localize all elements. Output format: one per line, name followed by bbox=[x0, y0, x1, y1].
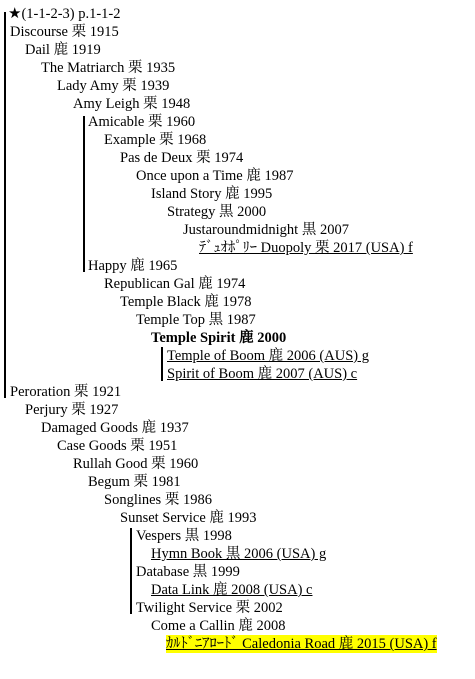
pedigree-entry: The Matriarch 栗 1935 bbox=[41, 60, 176, 76]
pedigree-entry: Temple Top 黒 1987 bbox=[136, 312, 256, 328]
pedigree-entry: Case Goods 栗 1951 bbox=[57, 438, 178, 454]
pedigree-entry: Twilight Service 栗 2002 bbox=[136, 600, 283, 616]
pedigree-entry: Come a Callin 鹿 2008 bbox=[151, 618, 286, 634]
pedigree-entry: Once upon a Time 鹿 1987 bbox=[136, 168, 294, 184]
pedigree-entry: Begum 栗 1981 bbox=[88, 474, 181, 490]
pedigree-entry-offspring: Data Link 鹿 2008 (USA) c bbox=[151, 582, 313, 598]
family-code: (1-1-2-3) p.1-1-2 bbox=[21, 6, 121, 22]
pedigree-entry: Justaroundmidnight 黒 2007 bbox=[183, 222, 349, 238]
bracket-line-main bbox=[4, 12, 6, 398]
pedigree-entry: Sunset Service 鹿 1993 bbox=[120, 510, 257, 526]
bracket-line-amy-leigh bbox=[83, 116, 85, 272]
pedigree-entry-offspring: Hymn Book 黒 2006 (USA) g bbox=[151, 546, 327, 562]
pedigree-entry-featured: Temple Spirit 鹿 2000 bbox=[151, 330, 287, 346]
pedigree-entry: Republican Gal 鹿 1974 bbox=[104, 276, 246, 292]
pedigree-entry-highlighted: ｶﾙﾄﾞﾆｱﾛｰﾄﾞ Caledonia Road 鹿 2015 (USA) f bbox=[166, 636, 437, 652]
pedigree-entry-offspring: Spirit of Boom 鹿 2007 (AUS) c bbox=[167, 366, 358, 382]
header-line bbox=[8, 5, 121, 23]
pedigree-entry: Songlines 栗 1986 bbox=[104, 492, 212, 508]
pedigree-entry: Database 黒 1999 bbox=[136, 564, 240, 580]
pedigree-entry-offspring: Temple of Boom 鹿 2006 (AUS) g bbox=[167, 348, 369, 364]
pedigree-entry: Peroration 栗 1921 bbox=[10, 384, 122, 400]
pedigree-entry: Discourse 栗 1915 bbox=[10, 24, 119, 40]
pedigree-entry: Strategy 黒 2000 bbox=[167, 204, 267, 220]
pedigree-entry: Pas de Deux 栗 1974 bbox=[120, 150, 244, 166]
pedigree-entry: Example 栗 1968 bbox=[104, 132, 207, 148]
pedigree-entry: Amy Leigh 栗 1948 bbox=[73, 96, 191, 112]
pedigree-entry: Perjury 栗 1927 bbox=[25, 402, 119, 418]
pedigree-entry: Island Story 鹿 1995 bbox=[151, 186, 273, 202]
bracket-line-temple-spirit bbox=[161, 347, 163, 381]
pedigree-entry: Happy 鹿 1965 bbox=[88, 258, 178, 274]
bracket-line-sunset-service bbox=[130, 528, 132, 614]
star-icon: ★ bbox=[8, 6, 22, 22]
pedigree-entry: Temple Black 鹿 1978 bbox=[120, 294, 252, 310]
pedigree-entry: Lady Amy 栗 1939 bbox=[57, 78, 170, 94]
pedigree-entry-offspring: ﾃﾞｭｵﾎﾟﾘｰ Duopoly 栗 2017 (USA) f bbox=[199, 240, 413, 256]
pedigree-entry: Dail 鹿 1919 bbox=[25, 42, 101, 58]
pedigree-entry: Rullah Good 栗 1960 bbox=[73, 456, 199, 472]
pedigree-entry: Damaged Goods 鹿 1937 bbox=[41, 420, 189, 436]
pedigree-entry: Amicable 栗 1960 bbox=[88, 114, 196, 130]
pedigree-entry: Vespers 黒 1998 bbox=[136, 528, 232, 544]
